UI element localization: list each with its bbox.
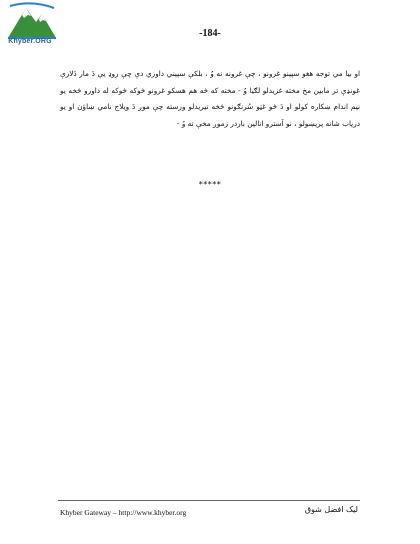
body-text xyxy=(60,66,360,132)
footer-author: ليک افضل شوق xyxy=(304,505,358,514)
page-number: -184- xyxy=(199,28,221,39)
footer-divider xyxy=(58,500,360,501)
section-separator: ***** xyxy=(198,180,222,189)
footer-source: Khyber Gateway – http://www.khyber.org xyxy=(60,508,187,517)
body-paragraph: او بيا مي توجه هغو سپينو غرونو ، چې غرونه نه وُ ، بلکې سپيني داوري دې چې روډ يې دَ مار دَلارې غونډې تر مابين مخ مخته غزيدلو لګيا وُ - مخته که څه هم هسکو غرونو څوکه څوکه له داورو څخه يو نيم اندام ښکاره کولو او دَ څو غټو سُرنګونو څخه تيريدلو ورسته چې موږ دَ ويلاج نامي ښاؤن او يو درياب شانه پريښولو ، نو آسترو انالين باردر زموږ مخې ته وُ - xyxy=(60,69,360,128)
logo-caption: Khyber.ORG xyxy=(8,38,52,45)
